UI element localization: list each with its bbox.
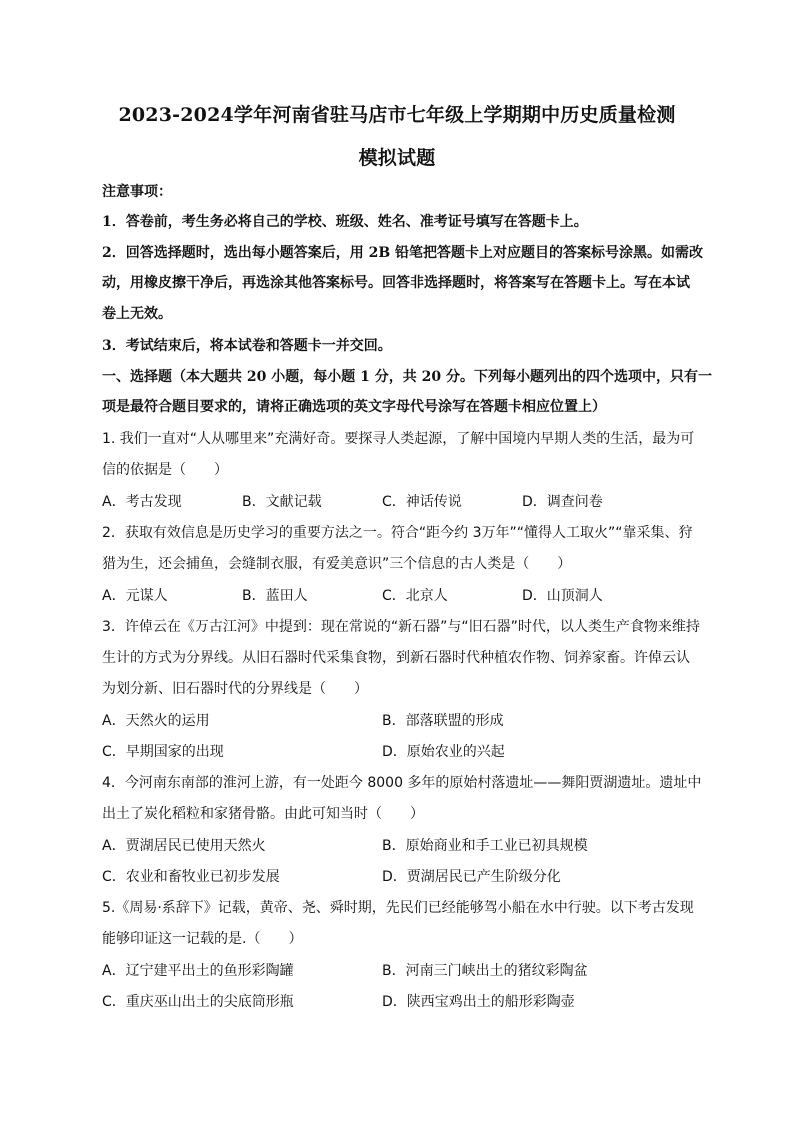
question-3-option-d[interactable]: D．原始农业的兴起 xyxy=(382,744,505,760)
question-1-option-d[interactable]: D．调查问卷 xyxy=(522,494,603,510)
question-1-line1: 1. 我们一直对“人从哪里来”充满好奇。要探寻人类起源，了解中国境内早期人类的生活，最为可 xyxy=(102,431,695,447)
question-4-line1: 4．今河南东南部的淮河上游，有一处距今 8000 多年的原始村落遗址——舞阳贾湖遗址。遗址中 xyxy=(102,775,702,791)
question-2-line1: 2．获取有效信息是历史学习的重要方法之一。符合“距今约 3万年”“懂得人工取火”“靠采集、狩 xyxy=(102,525,693,541)
question-1-option-b[interactable]: B．文献记载 xyxy=(242,494,322,510)
notice-item-3: 3．考试结束后，将本试卷和答题卡一并交回。 xyxy=(102,338,392,354)
question-4-option-c[interactable]: C．农业和畜牧业已初步发展 xyxy=(102,869,280,885)
question-3-line1: 3．许倬云在《万古江河》中提到：现在常说的“新石器”与“旧石器”时代，以人类生产食物来维持 xyxy=(102,619,700,635)
question-4-option-d[interactable]: D．贾湖居民已产生阶级分化 xyxy=(382,869,561,885)
question-5-option-d[interactable]: D．陕西宝鸡出土的船形彩陶壶 xyxy=(382,994,575,1010)
question-1-line2: 信的依据是（ ） xyxy=(102,462,228,478)
question-3-line2: 生计的方式为分界线。从旧石器时代采集食物，到新石器时代种植农作物、饲养家畜。许倬云认 xyxy=(102,650,690,666)
question-2-line2: 猎为生，还会捕鱼，会缝制衣服，有爱美意识”三个信息的古人类是（ ） xyxy=(102,556,572,572)
notice-item-2a: 2．回答选择题时，选出每小题答案后，用 2B 铅笔把答题卡上对应题目的答案标号涂黑。如需改 xyxy=(102,245,704,261)
question-5-option-a[interactable]: A．辽宁建平出土的鱼形彩陶罐 xyxy=(102,963,294,979)
section-heading-line1: 一、选择题（本大题共 20 小题，每小题 1 分，共 20 分。下列每小题列出的四个选项中，只有一 xyxy=(102,369,712,385)
exam-title-line2: 模拟试题 xyxy=(358,147,436,169)
question-1-option-a[interactable]: A．考古发现 xyxy=(102,494,182,510)
section-heading-line2: 项是最符合题目要求的，请将正确选项的英文字母代号涂写在答题卡相应位置上） xyxy=(102,399,606,415)
question-4-option-a[interactable]: A．贾湖居民已使用天然火 xyxy=(102,838,266,854)
question-3-option-b[interactable]: B．部落联盟的形成 xyxy=(382,713,504,729)
exam-title-line1: 2023-2024学年河南省驻马店市七年级上学期期中历史质量检测 xyxy=(118,104,676,126)
question-2-option-b[interactable]: B．蓝田人 xyxy=(242,588,308,604)
question-4-option-b[interactable]: B．原始商业和手工业已初具规模 xyxy=(382,838,588,854)
question-2-option-c[interactable]: C．北京人 xyxy=(382,588,448,604)
notice-item-2b: 动，用橡皮擦干净后，再选涂其他答案标号。回答非选择题时，将答案写在答题卡上。写在本试 xyxy=(102,275,690,291)
notice-item-2c: 卷上无效。 xyxy=(102,306,172,322)
question-2-option-a[interactable]: A．元谋人 xyxy=(102,588,168,604)
question-5-option-c[interactable]: C．重庆巫山出土的尖底筒形瓶 xyxy=(102,994,294,1010)
question-1-option-c[interactable]: C．神话传说 xyxy=(382,494,462,510)
question-2-option-d[interactable]: D．山顶洞人 xyxy=(522,588,603,604)
question-5-line1: 5.《周易·系辞下》记载，黄帝、尧、舜时期，先民们已经能够驾小船在水中行驶。以下考古发现 xyxy=(102,900,694,916)
question-5-line2: 能够印证这一记载的是.（ ） xyxy=(102,931,303,947)
question-5-option-b[interactable]: B．河南三门峡出土的猪纹彩陶盆 xyxy=(382,963,588,979)
notice-item-1: 1．答卷前，考生务必将自己的学校、班级、姓名、准考证号填写在答题卡上。 xyxy=(102,214,588,230)
question-4-line2: 出土了炭化稻粒和家猪骨骼。由此可知当时（ ） xyxy=(102,806,424,822)
question-3-option-a[interactable]: A．天然火的运用 xyxy=(102,713,210,729)
notice-heading: 注意事项： xyxy=(102,184,172,200)
question-3-option-c[interactable]: C．早期国家的出现 xyxy=(102,744,224,760)
question-3-line3: 为划分新、旧石器时代的分界线是（ ） xyxy=(102,681,368,697)
